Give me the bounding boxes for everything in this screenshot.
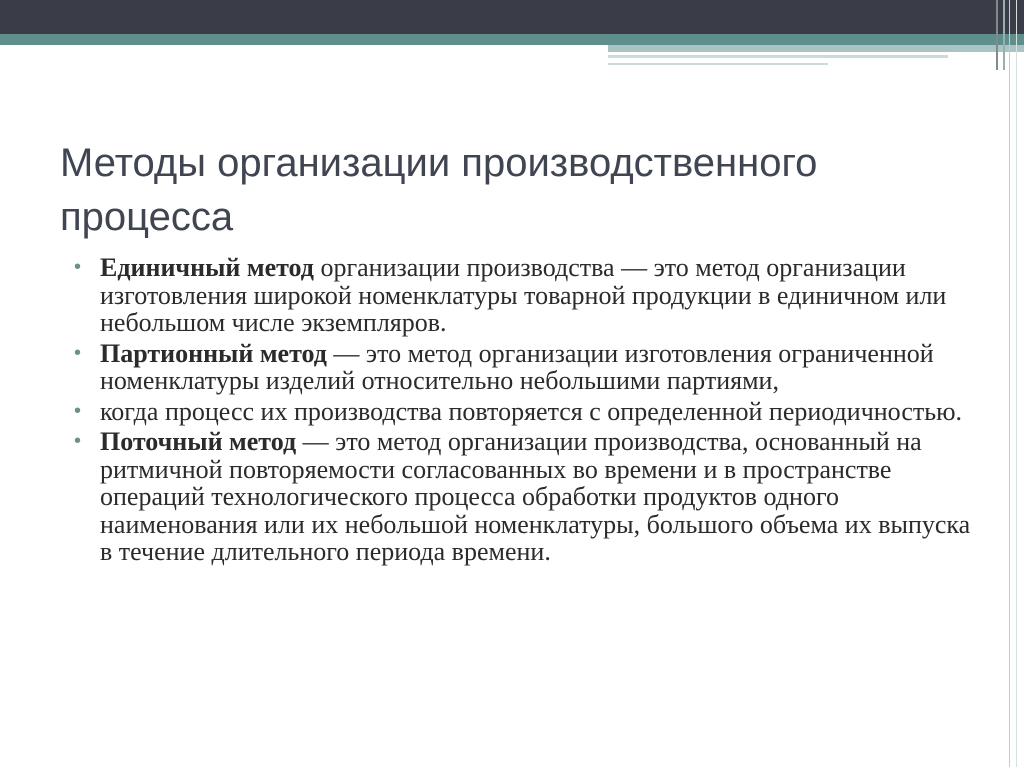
bullet-icon: • <box>74 341 82 364</box>
ornament-line <box>1009 0 1010 767</box>
item-text: организации производства — это метод организации изготовления широкой номенклатуры товарной продукции в единичном или небольшом числе экземпляров. <box>100 253 947 337</box>
ornament-line <box>996 0 998 70</box>
ornament-line <box>1003 0 1005 70</box>
list-item <box>74 340 974 395</box>
header-bar-teal <box>0 34 1024 45</box>
bullet-icon: • <box>74 399 82 422</box>
header-stripe-short <box>608 63 828 65</box>
list-item <box>74 398 974 426</box>
bullet-icon: • <box>74 430 82 452</box>
slide-title: Методы организации производственного процесса <box>60 141 818 239</box>
list-item <box>74 254 974 337</box>
header-stripe <box>608 55 948 58</box>
bullet-icon: • <box>74 256 82 278</box>
term: Единичный метод <box>100 253 314 282</box>
bullet-list <box>74 254 974 569</box>
list-item <box>74 428 974 566</box>
item-text: — это метод организации производства, основанный на ритмичной повторяемости согласованных во времени и в пространстве операций технологического процесса обработки продуктов одного наименования или их небольшой номенклатуры, большого объема их выпуска в течение длительного периода времени. <box>100 427 971 566</box>
header-bar-dark <box>0 0 1024 34</box>
term: Поточный метод <box>100 427 297 456</box>
item-text: — это метод организации изготовления ограниченной номенклатуры изделий относительно небольшими партиями, <box>100 338 934 395</box>
item-text: когда процесс их производства повторяется с определенной периодичностью. <box>100 396 963 426</box>
term: Партионный метод <box>100 338 327 368</box>
ornament-line <box>1016 0 1017 767</box>
header-bar-light <box>608 45 1024 52</box>
